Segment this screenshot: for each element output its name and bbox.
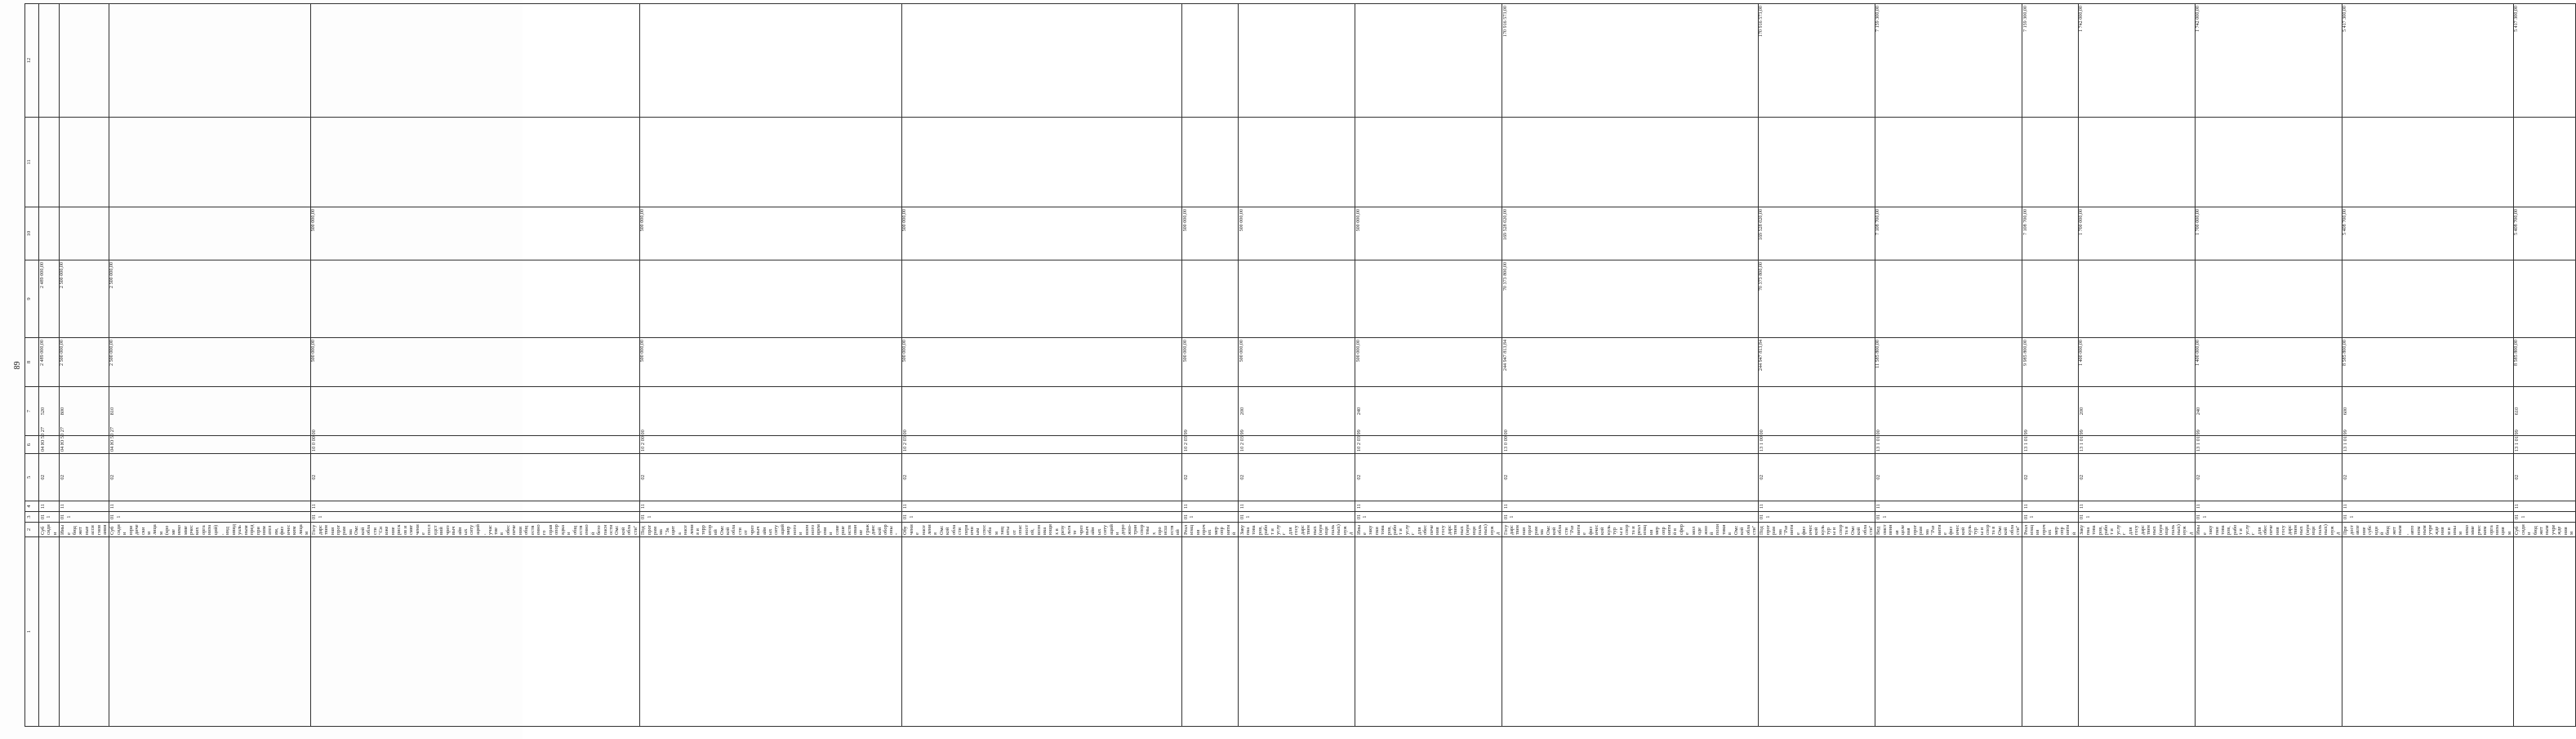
cell-c4: 11 (2078, 501, 2195, 512)
table-row (2022, 4, 2079, 727)
row-name-cell: Реализация прочих мероприятий (2022, 523, 2079, 537)
row-number-cell (59, 537, 109, 727)
cell-c10: 7 108 700,00 (2022, 207, 2079, 260)
cell-c12 (310, 4, 639, 118)
cell-c6: 13 1 00 00 (1758, 436, 1875, 454)
cell-c7: 240 (1355, 387, 1502, 436)
cell-c12 (59, 4, 109, 118)
cell-c3: 011 (1239, 512, 1355, 523)
cell-c11 (2513, 118, 2575, 207)
cell-c7 (1502, 387, 1759, 436)
cell-c9: 2 500 000,00 (109, 260, 310, 338)
cell-c4: 11 (1502, 501, 1759, 512)
cell-c11 (1875, 118, 2022, 207)
row-number-cell (1502, 537, 1759, 727)
cell-c6: 04 Ю 50 27 (39, 436, 59, 454)
header-cell: 12 (25, 4, 39, 118)
cell-c4: 11 (109, 501, 310, 512)
cell-c11 (1502, 118, 1759, 207)
cell-c10: 500 000,00 (901, 207, 1181, 260)
row-name-cell: Закупка товаров, работ и услуг для государственных (муниципальных) нужд (1239, 523, 1355, 537)
cell-c10 (109, 207, 310, 260)
cell-c8: 9 985 800,00 (2022, 338, 2079, 387)
cell-c10: 500 000,00 (639, 207, 901, 260)
cell-c8: 500 000,00 (1355, 338, 1502, 387)
table-row (1182, 4, 1239, 727)
cell-c10: 500 000,00 (1182, 207, 1239, 260)
row-name-cell: Закупка товаров, работ и услуг для государственных (муниципальных) нужд (2078, 523, 2195, 537)
cell-c4: 11 (1182, 501, 1239, 512)
cell-c9 (1182, 260, 1239, 338)
cell-c9 (901, 260, 1181, 338)
cell-c6: 10 0 00 00 (310, 436, 639, 454)
row-name-cell: Реализация прочих мероприятий (1182, 523, 1239, 537)
cell-c10: 5 408 700,00 (2342, 207, 2513, 260)
cell-c10: 169 528 020,00 (1758, 207, 1875, 260)
cell-c12: 5 417 300,00 (2513, 4, 2575, 118)
cell-c3: 011 (39, 512, 59, 523)
row-name-cell: Иные бюджетные ассигнования (59, 523, 109, 537)
cell-c5: 02 (1758, 454, 1875, 501)
row-name-cell: Иные закупки товаров, работ и услуг для обеспечения государственных (муниципальных) нужд (2195, 523, 2342, 537)
table-body (25, 4, 2576, 727)
cell-c3: 011 (1875, 512, 2022, 523)
cell-c12: 5 417 300,00 (2342, 4, 2513, 118)
row-name-cell: Обучение населения Омской области первичным способам защиты от опасностей, возникающих в результате чрезвычайных ситуаций и дорожно-транспортных происшествий (901, 523, 1181, 537)
cell-c12 (1239, 4, 1355, 118)
cell-c12 (1355, 4, 1502, 118)
table-row (1758, 4, 1875, 727)
cell-c11 (1182, 118, 1239, 207)
cell-c10: 1 700 000,00 (2195, 207, 2342, 260)
row-number-cell (2195, 537, 2342, 727)
cell-c6: 13 1 01 99 (2513, 436, 2575, 454)
cell-c7: 520 (39, 387, 59, 436)
cell-c9 (2342, 260, 2513, 338)
cell-c4: 11 (59, 501, 109, 512)
cell-c7 (2022, 387, 2079, 436)
cell-c8: 244 947 813,84 (1758, 338, 1875, 387)
cell-c11 (2342, 118, 2513, 207)
row-name-cell: Субсидии юридическим лицам (кроме некоммерческих организаций), индивидуальным предпринимателям, физическим лицам (109, 523, 310, 537)
cell-c12 (109, 4, 310, 118)
cell-c7: 610 (2513, 387, 2575, 436)
table-row (1502, 4, 1759, 727)
cell-c3: 011 (310, 512, 639, 523)
row-number-cell (2022, 537, 2079, 727)
cell-c8: 1 400 000,00 (2078, 338, 2195, 387)
cell-c8: 2 500 000,00 (59, 338, 109, 387)
page-number: 89 (13, 361, 22, 370)
cell-c4: 11 (2022, 501, 2079, 512)
cell-c6: 10 2 03 99 (1239, 436, 1355, 454)
cell-c12: 170 916 573,00 (1502, 4, 1759, 118)
cell-c9 (310, 260, 639, 338)
header-cell: 11 (25, 118, 39, 207)
cell-c4: 11 (901, 501, 1181, 512)
header-cell: 9 (25, 260, 39, 338)
cell-c8: 1 400 000,00 (2195, 338, 2342, 387)
cell-c11 (310, 118, 639, 207)
table-row (2195, 4, 2342, 727)
cell-c3: 011 (2342, 512, 2513, 523)
cell-c12 (901, 4, 1181, 118)
cell-c6: 13 0 00 00 (1502, 436, 1759, 454)
cell-c6: 13 1 01 99 (2195, 436, 2342, 454)
cell-c8: 8 585 800,00 (2342, 338, 2513, 387)
cell-c9: 70 373 800,00 (1758, 260, 1875, 338)
table-row (1875, 4, 2022, 727)
cell-c4: 11 (2513, 501, 2575, 512)
cell-c7: 600 (2342, 387, 2513, 436)
cell-c8: 500 000,00 (1239, 338, 1355, 387)
cell-c7: 810 (109, 387, 310, 436)
cell-c5: 02 (2078, 454, 2195, 501)
cell-c8: 244 947 813,84 (1502, 338, 1759, 387)
header-cell: 4 (25, 501, 39, 512)
cell-c6: 04 Ю 50 27 (109, 436, 310, 454)
cell-c7 (1182, 387, 1239, 436)
cell-c3: 011 (109, 512, 310, 523)
cell-c3: 011 (2195, 512, 2342, 523)
row-name-cell: Государственная программа Омской области "Снижение рисков и смягчение последствий чрезвычайных ситуаций, участие в обеспечении общественного правопорядка и общественной безопасности Омской области" (310, 523, 639, 537)
cell-c7: 800 (59, 387, 109, 436)
cell-c9: 2 489 000,00 (39, 260, 59, 338)
row-number-cell (1239, 537, 1355, 727)
cell-c6: 13 1 01 99 (2342, 436, 2513, 454)
header-cell: 7 (25, 387, 39, 436)
cell-c9: 2 500 000,00 (59, 260, 109, 338)
cell-c7 (639, 387, 901, 436)
cell-c12: 170 916 573,00 (1758, 4, 1875, 118)
cell-c10: 500 000,00 (1355, 207, 1502, 260)
row-number-cell (1182, 537, 1239, 727)
cell-c9 (1239, 260, 1355, 338)
cell-c11 (1239, 118, 1355, 207)
cell-c12: 7 159 300,00 (1875, 4, 2022, 118)
cell-c5: 02 (2022, 454, 2079, 501)
cell-c3: 011 (2022, 512, 2079, 523)
row-number-cell (39, 537, 59, 727)
cell-c8: 500 000,00 (310, 338, 639, 387)
cell-c11 (59, 118, 109, 207)
cell-c11 (2078, 118, 2195, 207)
row-number-cell (639, 537, 901, 727)
cell-c11 (39, 118, 59, 207)
cell-c7: 200 (2078, 387, 2195, 436)
cell-c5: 02 (2195, 454, 2342, 501)
cell-c11 (901, 118, 1181, 207)
cell-c8: 500 000,00 (901, 338, 1181, 387)
cell-c3: 011 (1502, 512, 1759, 523)
cell-c6: 10 2 03 99 (1355, 436, 1502, 454)
cell-c4: 11 (1239, 501, 1355, 512)
cell-c5: 02 (39, 454, 59, 501)
cell-c12 (1182, 4, 1239, 118)
cell-c7: 200 (1239, 387, 1355, 436)
cell-c5: 02 (2342, 454, 2513, 501)
cell-c7 (310, 387, 639, 436)
cell-c5: 02 (310, 454, 639, 501)
cell-c12 (639, 4, 901, 118)
cell-c11 (1355, 118, 1502, 207)
header-cell: 3 (25, 512, 39, 523)
table-row (2513, 4, 2575, 727)
cell-c4: 11 (310, 501, 639, 512)
table-row (1239, 4, 1355, 727)
table-row (109, 4, 310, 727)
cell-c3: 011 (2078, 512, 2195, 523)
cell-c9: 70 373 800,00 (1502, 260, 1759, 338)
cell-c7 (1875, 387, 2022, 436)
row-number-cell (1355, 537, 1502, 727)
table-row (310, 4, 639, 727)
table-row (59, 4, 109, 727)
cell-c3: 011 (59, 512, 109, 523)
cell-c10: 500 000,00 (1239, 207, 1355, 260)
row-name-cell: Субсидии (39, 523, 59, 537)
table-row (39, 4, 59, 727)
cell-c5: 02 (1502, 454, 1759, 501)
header-cell: 8 (25, 338, 39, 387)
rotated-page-content (8, 4, 2575, 727)
cell-c5: 02 (1875, 454, 2022, 501)
cell-c11 (639, 118, 901, 207)
table-row (639, 4, 901, 727)
header-cell: 6 (25, 436, 39, 454)
cell-c9 (1875, 260, 2022, 338)
cell-c12: 1 742 000,00 (2195, 4, 2342, 118)
row-number-cell (1758, 537, 1875, 727)
cell-c4: 11 (2342, 501, 2513, 512)
budget-table (24, 3, 2576, 727)
row-number-cell (2513, 537, 2575, 727)
cell-c10: 7 108 700,00 (1875, 207, 2022, 260)
cell-c5: 02 (1182, 454, 1239, 501)
cell-c6: 13 1 01 99 (2078, 436, 2195, 454)
header-cell: 5 (25, 454, 39, 501)
cell-c11 (2195, 118, 2342, 207)
cell-c8: 500 000,00 (639, 338, 901, 387)
cell-c9 (1355, 260, 1502, 338)
cell-c3: 011 (2513, 512, 2575, 523)
row-number-cell (1875, 537, 2022, 727)
row-number-cell (2342, 537, 2513, 727)
row-number-cell (901, 537, 1181, 727)
cell-c6: 13 1 01 99 (2022, 436, 2079, 454)
row-name-cell: Предоставление субсидий бюджетным, автономным учреждениям и иным некоммерческим организациям (2342, 523, 2513, 537)
cell-c10: 5 408 700,00 (2513, 207, 2575, 260)
cell-c5: 02 (1355, 454, 1502, 501)
row-name-cell: Государственная программа Омской области "Развитие физической культуры и спорта и реализация мероприятий в сфере молодежной политики в Омской области" (1502, 523, 1759, 537)
row-name-cell: Подпрограмма "Защита населения и территорий Омской области от чрезвычайных ситуаций мирного и военного времени и совершенствование гражданской обороны" (639, 523, 901, 537)
cell-c9 (2022, 260, 2079, 338)
table-row (2342, 4, 2513, 727)
cell-c9 (639, 260, 901, 338)
cell-c8: 8 585 800,00 (2513, 338, 2575, 387)
cell-c7: 240 (2195, 387, 2342, 436)
cell-c6: 04 Ю 50 27 (59, 436, 109, 454)
cell-c10: 1 700 000,00 (2078, 207, 2195, 260)
cell-c3: 011 (901, 512, 1181, 523)
cell-c3: 011 (1758, 512, 1875, 523)
cell-c4: 11 (39, 501, 59, 512)
row-name-cell: Ведомственная целевая программа "Развитие физической культуры и спорта в Омской области" (1875, 523, 2022, 537)
cell-c11 (1758, 118, 1875, 207)
cell-c8: 2 500 000,00 (109, 338, 310, 387)
table-row (901, 4, 1181, 727)
cell-c5: 02 (109, 454, 310, 501)
cell-c3: 011 (1355, 512, 1502, 523)
cell-c8: 500 000,00 (1182, 338, 1239, 387)
header-cell: 2 (25, 523, 39, 537)
cell-c7 (1758, 387, 1875, 436)
cell-c11 (109, 118, 310, 207)
cell-c10 (59, 207, 109, 260)
cell-c12 (39, 4, 59, 118)
cell-c9 (2078, 260, 2195, 338)
cell-c5: 02 (901, 454, 1181, 501)
row-name-cell: Подпрограмма "Развитие физической культуры и спорта в Омской области" (1758, 523, 1875, 537)
cell-c11 (2022, 118, 2079, 207)
header-cell: 1 (25, 537, 39, 727)
cell-c12: 7 159 300,00 (2022, 4, 2079, 118)
cell-c12: 1 742 000,00 (2078, 4, 2195, 118)
cell-c4: 11 (1875, 501, 2022, 512)
cell-c10: 500 000,00 (310, 207, 639, 260)
cell-c4: 11 (639, 501, 901, 512)
cell-c6: 10 2 03 00 (901, 436, 1181, 454)
cell-c9 (2513, 260, 2575, 338)
row-number-cell (310, 537, 639, 727)
header-row (25, 4, 39, 727)
cell-c9 (2195, 260, 2342, 338)
cell-c10 (39, 207, 59, 260)
row-name-cell: Субсидии бюджетным учреждениям (2513, 523, 2575, 537)
cell-c4: 11 (1758, 501, 1875, 512)
cell-c5: 02 (1239, 454, 1355, 501)
row-number-cell (109, 537, 310, 727)
cell-c4: 11 (1355, 501, 1502, 512)
cell-c5: 02 (59, 454, 109, 501)
cell-c7 (901, 387, 1181, 436)
cell-c8: 11 585 800,00 (1875, 338, 2022, 387)
cell-c5: 02 (2513, 454, 2575, 501)
row-name-cell: Иные закупки товаров, работ и услуг для обеспечения государственных (муниципальных) нужд (1355, 523, 1502, 537)
cell-c6: 10 2 03 99 (1182, 436, 1239, 454)
table-row (2078, 4, 2195, 727)
cell-c6: 13 1 01 00 (1875, 436, 2022, 454)
row-number-cell (2078, 537, 2195, 727)
cell-c5: 02 (639, 454, 901, 501)
cell-c4: 11 (2195, 501, 2342, 512)
table-row (1355, 4, 1502, 727)
cell-c8: 2 489 000,00 (39, 338, 59, 387)
cell-c3: 011 (639, 512, 901, 523)
cell-c3: 011 (1182, 512, 1239, 523)
header-cell: 10 (25, 207, 39, 260)
cell-c6: 10 2 00 00 (639, 436, 901, 454)
cell-c10: 169 528 020,00 (1502, 207, 1759, 260)
